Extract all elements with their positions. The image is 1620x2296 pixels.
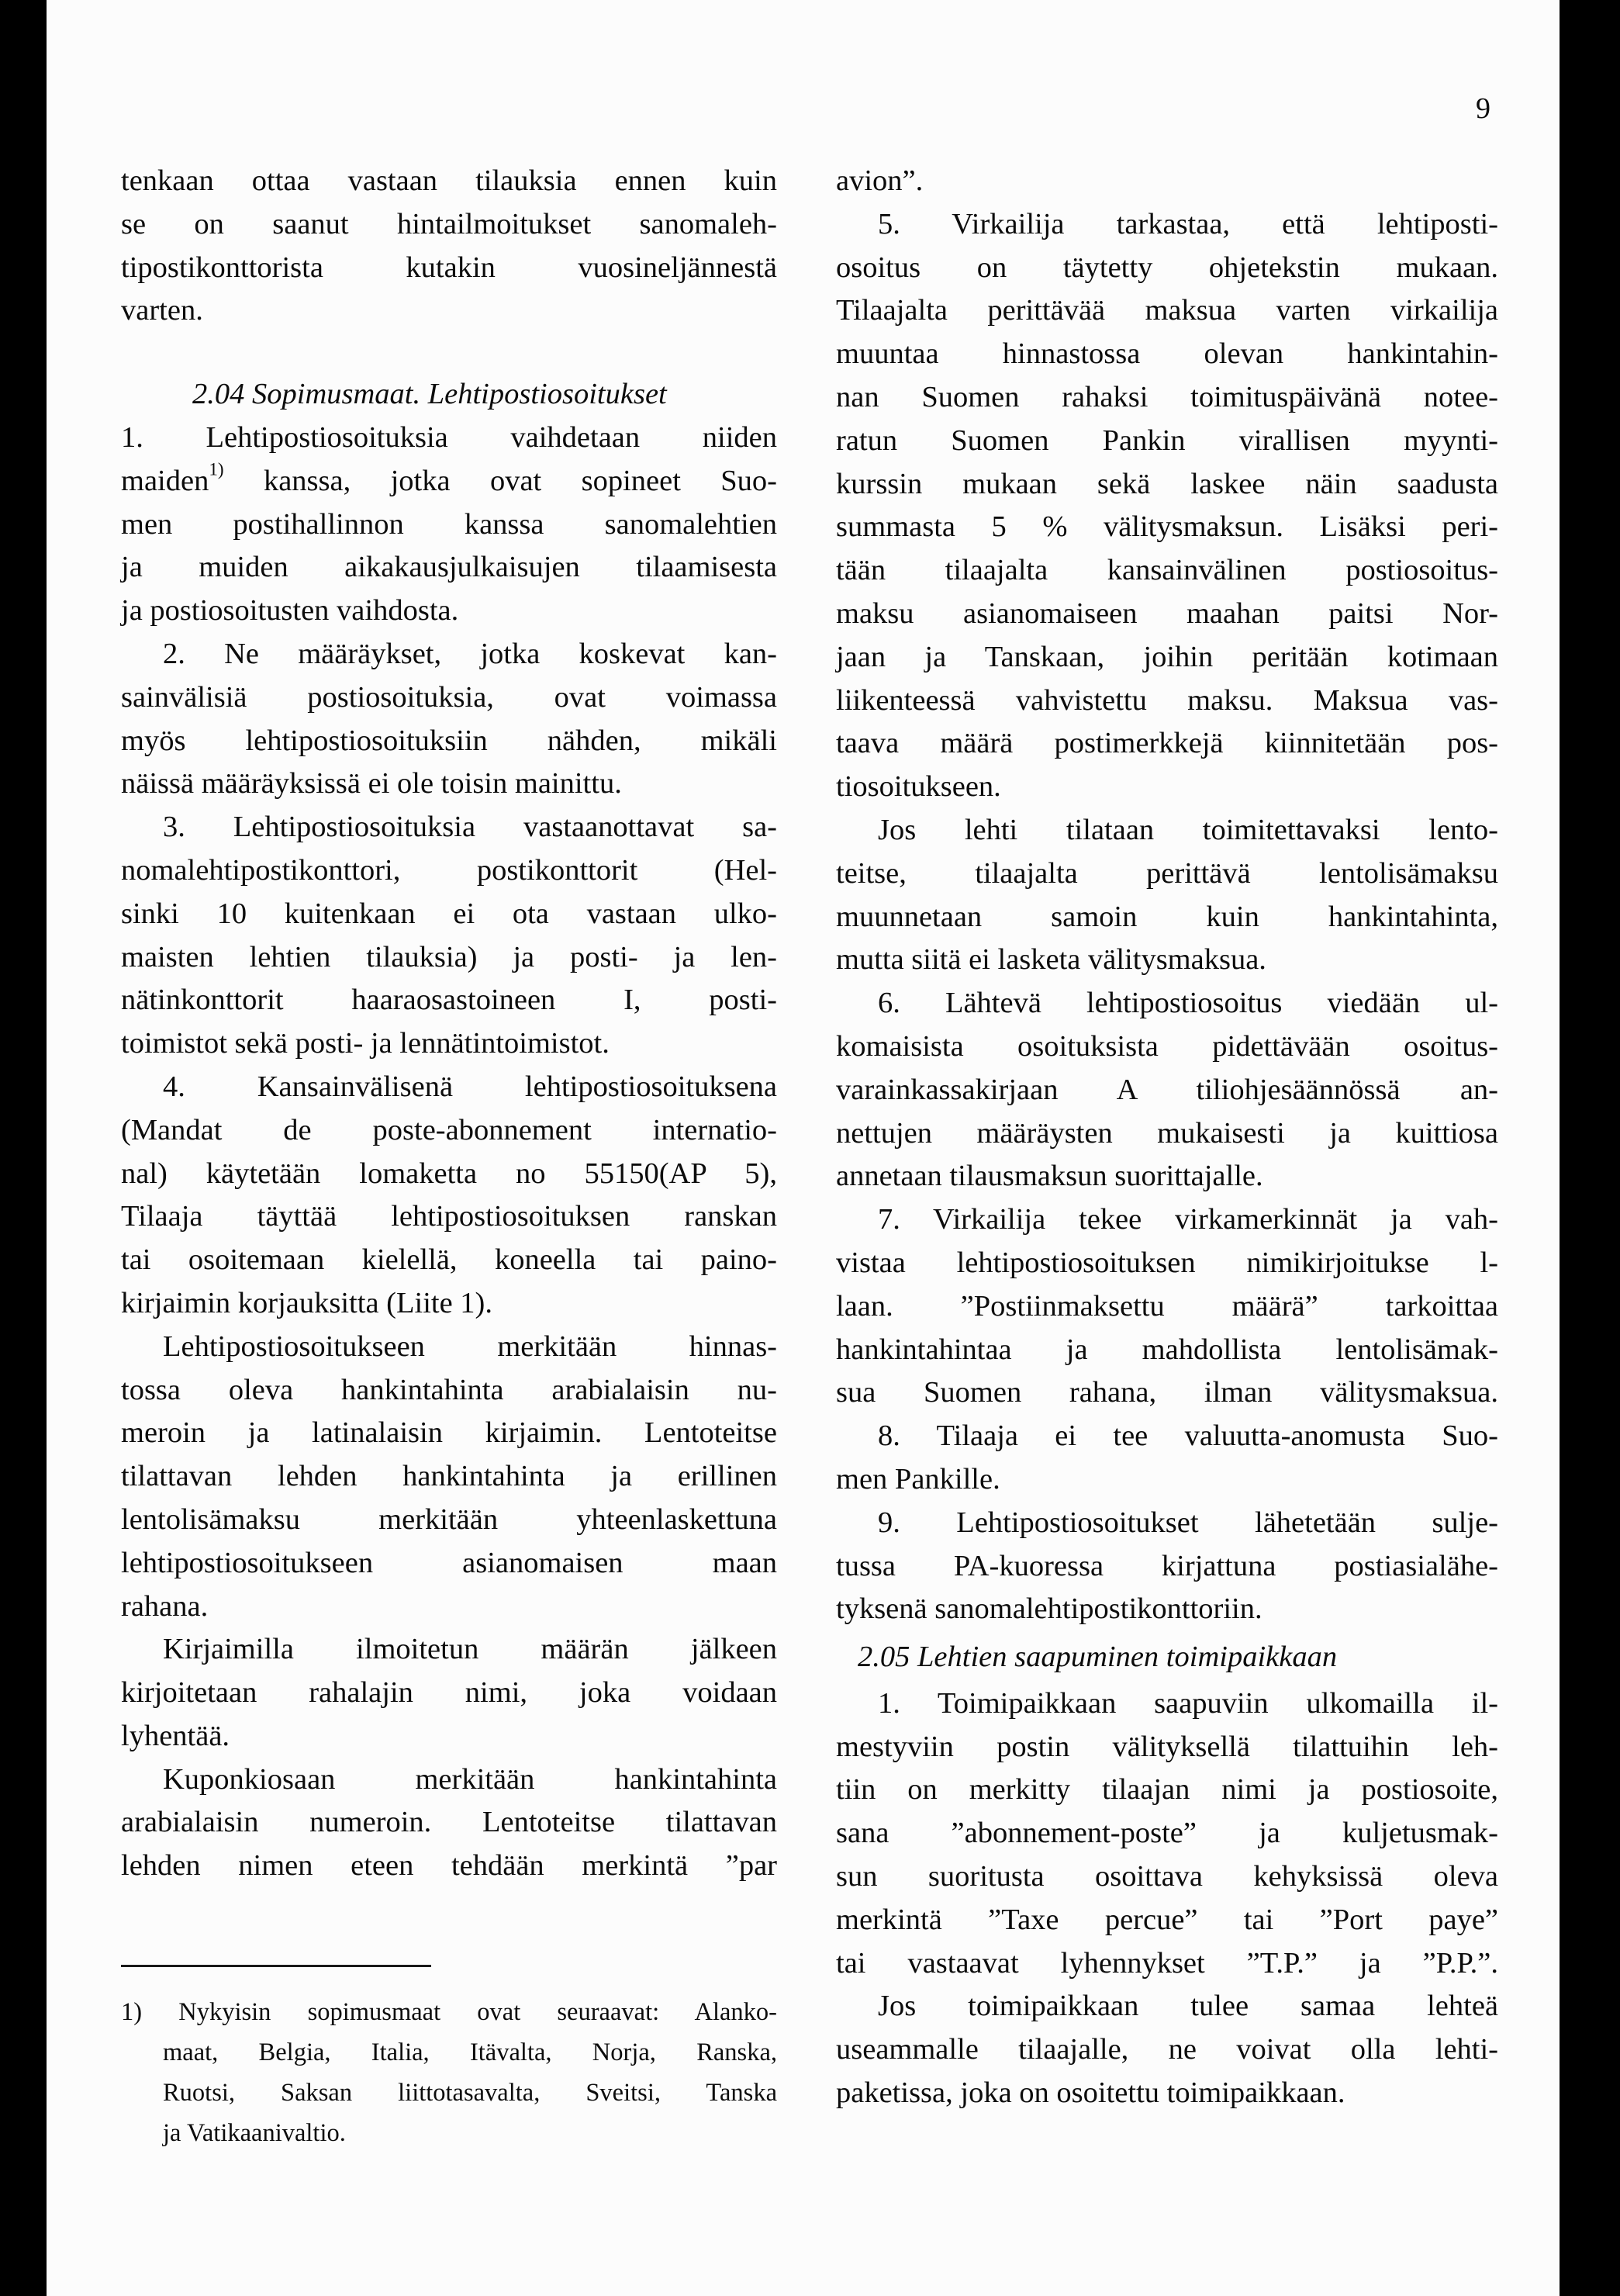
text-line: myös lehtipostiosoituksiin nähden, mikäli: [121, 724, 777, 757]
text-line: mutta siitä ei lasketa välitysmaksua.: [836, 943, 1266, 977]
left-column: [121, 160, 777, 1888]
text-line: tossa oleva hankintahinta arabialaisin nu-: [121, 1373, 777, 1406]
text-line: sinki 10 kuitenkaan ei ota vastaan ulko-: [121, 897, 777, 930]
text-line: komaisista osoituksista pidettävään osoitus-: [836, 1029, 1498, 1063]
text-line-with-footnote: [121, 460, 777, 503]
text-line: nettujen määräysten mukaisesti ja kuittiosa: [836, 1116, 1498, 1150]
text-line: ja postiosoitusten vaihdosta.: [121, 594, 459, 628]
text-line: Tilaaja täyttää lehtipostiosoituksen ranskan: [121, 1200, 777, 1233]
text-line: toimistot sekä posti- ja lennätintoimistot.: [121, 1027, 610, 1060]
footnote-line: ja Vatikaanivaltio.: [163, 2119, 346, 2147]
text-line: 8. Tilaaja ei tee valuutta-anomusta Suo-: [878, 1419, 1498, 1453]
text-line: summasta 5 % välitysmaksun. Lisäksi peri-: [836, 510, 1498, 544]
text-line: kirjoitetaan rahalajin nimi, joka voidaan: [121, 1676, 777, 1710]
text-line: lehtipostiosoitukseen asianomaisen maan: [121, 1546, 777, 1579]
text-line: annetaan tilausmaksun suorittajalle.: [836, 1160, 1263, 1193]
text-line: muunnetaan samoin kuin hankintahinta,: [836, 900, 1498, 933]
text-line: tilattavan lehden hankintahinta ja erillinen: [121, 1460, 777, 1493]
footnote-reference: 1): [209, 458, 224, 479]
text-line: Kuponkiosaan merkitään hankintahinta: [163, 1762, 777, 1796]
text-line: avion”.: [836, 164, 924, 197]
text-line: rahana.: [121, 1589, 209, 1623]
text-line: 7. Virkailija tekee virkamerkinnät ja vah-: [878, 1203, 1498, 1236]
text-line: tenkaan ottaa vastaan tilauksia ennen kuin: [121, 164, 777, 197]
text-line: nal) käytetään lomaketta no 55150(AP 5),: [121, 1157, 777, 1190]
document-page: [47, 0, 1590, 2296]
text-line-rest: kanssa, jotka ovat sopineet Suo-: [263, 464, 777, 497]
scan-edge: [1560, 0, 1590, 2296]
text-line: mestyviin postin välityksellä tilattuihin leh-: [836, 1730, 1498, 1763]
text-line: sana ”abonnement-poste” ja kuljetusmak-: [836, 1817, 1498, 1850]
footnote-line: Ruotsi, Saksan liittotasavalta, Sveitsi, Tanska: [163, 2079, 777, 2107]
text-line: ratun Suomen Pankin virallisen myynti-: [836, 424, 1498, 457]
text-line: arabialaisin numeroin. Lentoteitse tilattavan: [121, 1806, 777, 1839]
text-line: 4. Kansainvälisenä lehtipostiosoituksena: [163, 1070, 777, 1103]
text-line: liikenteessä vahvistettu maksu. Maksua vas-: [836, 683, 1498, 717]
text-line: paketissa, joka on osoitettu toimipaikkaan.: [836, 2076, 1345, 2110]
text-line: kurssin mukaan sekä laskee näin saadusta: [836, 467, 1498, 500]
text-line: vistaa lehtipostiosoituksen nimikirjoitukse l-: [836, 1246, 1498, 1279]
text-line: ja muiden aikakausjulkaisujen tilaamisesta: [121, 551, 777, 584]
text-line: 9. Lehtipostiosoitukset lähetetään sulje-: [878, 1506, 1498, 1539]
text-line: maisten lehtien tilauksia) ja posti- ja len-: [121, 940, 777, 973]
text-line: tai osoitemaan kielellä, koneella tai paino-: [121, 1243, 777, 1277]
page-number: 9: [1476, 92, 1490, 125]
text-line: lehden nimen eteen tehdään merkintä ”par: [121, 1849, 777, 1883]
maiden-word: maiden: [121, 464, 209, 497]
text-line: tai vastaavat lyhennykset ”T.P.” ja ”P.P.”.: [836, 1946, 1498, 1980]
text-line: tiin on merkitty tilaajan nimi ja postiosoite,: [836, 1773, 1498, 1807]
text-line: nan Suomen rahaksi toimituspäivänä notee-: [836, 380, 1498, 413]
text-line: tussa PA-kuoressa kirjattuna postiasialähe-: [836, 1549, 1498, 1582]
text-line: sainvälisiä postiosoituksia, ovat voimassa: [121, 680, 777, 714]
text-line: 6. Lähtevä lehtipostiosoitus viedään ul-: [878, 987, 1498, 1020]
text-line: tyksenä sanomalehtipostikonttoriin.: [836, 1592, 1262, 1626]
text-line: Jos toimipaikkaan tulee samaa lehteä: [878, 1990, 1498, 2023]
text-line: teitse, tilaajalta perittävä lentolisämaksu: [836, 856, 1498, 890]
text-line: sua Suomen rahana, ilman välitysmaksua.: [836, 1376, 1498, 1409]
text-line: useammalle tilaajalle, ne voivat olla lehti-: [836, 2033, 1498, 2066]
text-line: taava määrä postimerkkejä kiinnitetään pos-: [836, 727, 1498, 760]
text-line: sun suoritusta osoittava kehyksissä oleva: [836, 1860, 1498, 1893]
text-line: varten.: [121, 294, 203, 327]
text-line: nätinkonttorit haaraosastoineen I, posti-: [121, 984, 777, 1017]
text-line: nomalehtipostikonttori, postikonttorit (Hel-: [121, 853, 777, 887]
text-line: lentolisämaksu merkitään yhteenlaskettuna: [121, 1502, 777, 1536]
text-line: hankintahintaa ja mahdollista lentolisämak-: [836, 1333, 1498, 1366]
text-line: 3. Lehtipostiosoituksia vastaanottavat sa-: [163, 811, 777, 844]
text-line: men Pankille.: [836, 1462, 1000, 1496]
text-line: Lehtipostiosoitukseen merkitään hinnas-: [163, 1330, 777, 1363]
text-line: 1. Lehtipostiosoituksia vaihdetaan niiden: [121, 420, 777, 454]
text-line: maksu asianomaiseen maahan paitsi Nor-: [836, 596, 1498, 630]
text-line: 2. Ne määräykset, jotka koskevat kan-: [163, 637, 777, 670]
section-heading-2-04: 2.04 Sopimusmaat. Lehtipostiosoitukset: [192, 378, 667, 411]
text-line: se on saanut hintailmoitukset sanomaleh-: [121, 207, 777, 240]
footnote-divider: [121, 1965, 431, 1967]
text-line: (Mandat de poste-abonnement internatio-: [121, 1113, 777, 1146]
footnote: [121, 1992, 777, 2153]
text-line: laan. ”Postiinmaksettu määrä” tarkoittaa: [836, 1289, 1498, 1323]
text-line: muuntaa hinnastossa olevan hankintahin-: [836, 337, 1498, 371]
text-line: Tilaajalta perittävää maksua varten virkailija: [836, 294, 1498, 327]
text-line: näissä määräyksissä ei ole toisin mainittu.: [121, 767, 622, 800]
text-line: varainkassakirjaan A tiliohjesäännössä an-: [836, 1073, 1498, 1106]
footnote-line: 1) Nykyisin sopimusmaat ovat seuraavat: Alanko-: [121, 1998, 777, 2026]
text-line: lyhentää.: [121, 1719, 230, 1752]
text-line: Jos lehti tilataan toimitettavaksi lento-: [878, 813, 1498, 846]
section-heading-2-05: 2.05 Lehtien saapuminen toimipaikkaan: [858, 1641, 1338, 1674]
text-line: merkintä ”Taxe percue” tai ”Port paye”: [836, 1903, 1498, 1936]
text-line: men postihallinnon kanssa sanomalehtien: [121, 507, 777, 541]
text-line: meroin ja latinalaisin kirjaimin. Lentoteitse: [121, 1416, 777, 1450]
text-line: kirjaimin korjauksitta (Liite 1).: [121, 1286, 492, 1319]
text-line: jaan ja Tanskaan, joihin peritään kotimaan: [836, 640, 1498, 673]
text-line: 5. Virkailija tarkastaa, että lehtiposti-: [878, 207, 1498, 240]
footnote-line: maat, Belgia, Italia, Itävalta, Norja, Ranska,: [163, 2038, 777, 2066]
text-line: Kirjaimilla ilmoitetun määrän jälkeen: [163, 1633, 777, 1666]
text-line: tään tilaajalta kansainvälinen postiosoitus-: [836, 554, 1498, 587]
text-line: tipostikonttorista kutakin vuosineljännestä: [121, 251, 777, 284]
text-line: osoitus on täytetty ohjetekstin mukaan.: [836, 251, 1498, 284]
text-line: 1. Toimipaikkaan saapuviin ulkomailla il-: [878, 1686, 1498, 1720]
text-line: tiosoitukseen.: [836, 770, 1001, 804]
right-column: [836, 160, 1498, 2115]
